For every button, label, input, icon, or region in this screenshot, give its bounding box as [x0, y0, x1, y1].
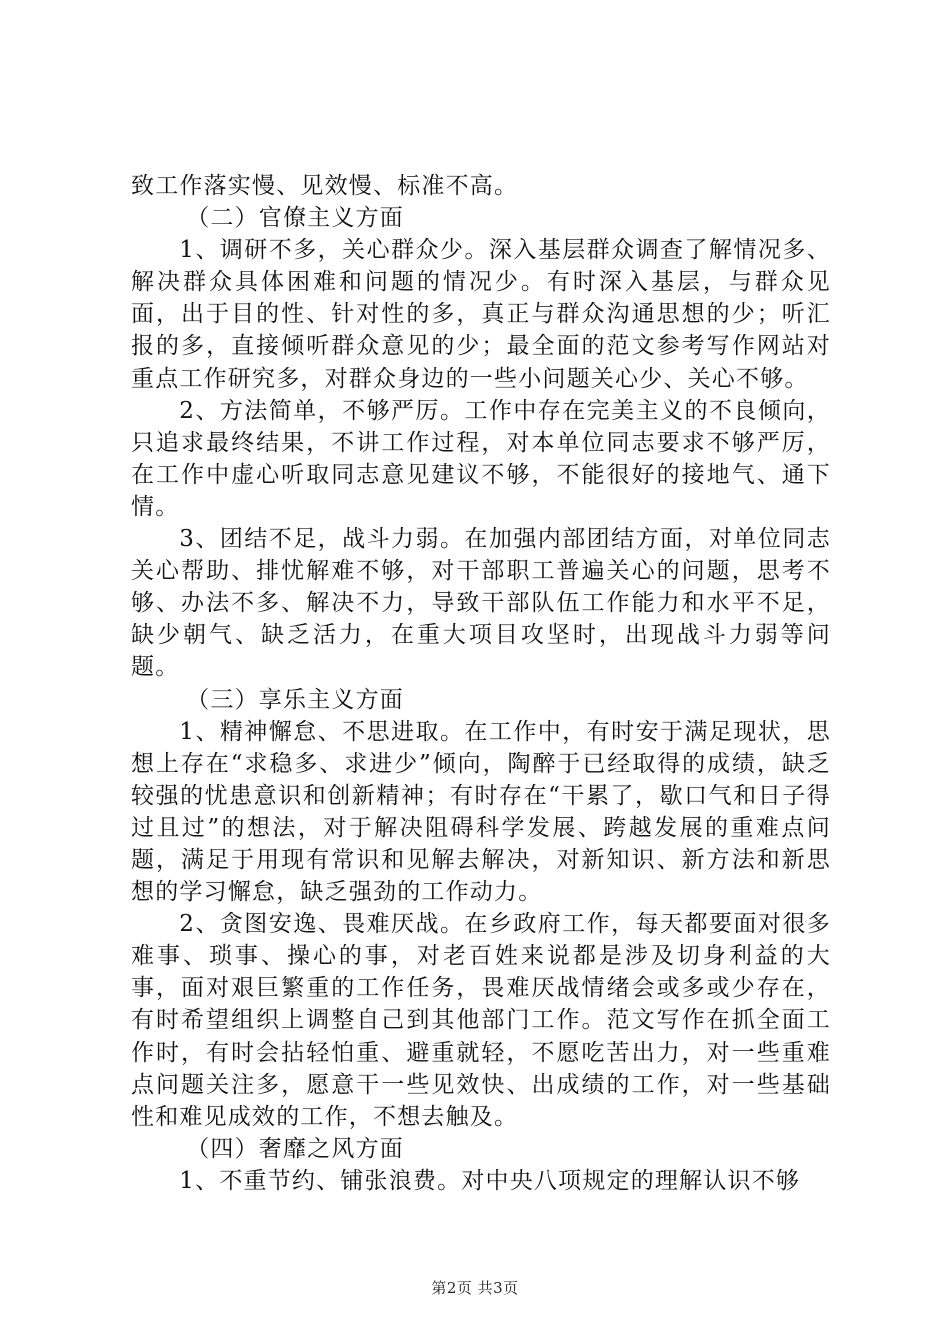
- paragraph-thrift: 1、不重节约、铺张浪费。对中央八项规定的理解认识不够: [179, 1167, 801, 1194]
- paragraph-spirit: 1、精神懈怠、不思进取。在工作中，有时安于满足现状，思想上存在“求稳多、求进少”倾向，陶醉于已经取得的成绩，缺乏较强的忧患意识和创新精神；有时存在“干累了，歇口气和日子得过且过”的想法，对于解决阻碍科学发展、跨越发展的重难点问题，满足于用现有常识和见解去解决，对新知识、新方法和新思想的学习懈怠，缺乏强劲的工作动力。: [131, 718, 831, 906]
- paragraph-comfort: 2、贪图安逸、畏难厌战。在乡政府工作，每天都要面对很多难事、琐事、操心的事，对老百姓来说都是涉及切身利益的大事，面对艰巨繁重的工作任务，畏难厌战情绪会或多或少存在，有时希望组织上调整自己到其他部门工作。范文写作在抓全面工作时，有时会拈轻怕重、避重就轻，不愿吃苦出力，对一些重难点问题关注多，愿意干一些见效快、出成绩的工作，对一些基础性和难见成效的工作，不想去触及。: [131, 911, 831, 1130]
- page-footer: 第2页 共3页: [431, 1279, 519, 1297]
- section-heading-bureaucratism: （二）官僚主义方面: [186, 205, 404, 232]
- section-heading-hedonism: （三）享乐主义方面: [186, 686, 404, 713]
- document-body: [131, 170, 831, 1197]
- paragraph-research: 1、调研不多，关心群众少。深入基层群众调查了解情况多、解决群众具体困难和问题的情况少。有时深入基层，与群众见面，出于目的性、针对性的多，真正与群众沟通思想的少；听汇报的多，直接倾听群众意见的少；最全面的范文参考写作网站对重点工作研究多，对群众身边的一些小问题关心少、关心不够。: [131, 237, 831, 392]
- paragraph-continuation: 致工作落实慢、见效慢、标准不高。: [131, 173, 519, 199]
- paragraph-unity: 3、团结不足，战斗力弱。在加强内部团结方面，对单位同志关心帮助、排忧解难不够，对干部职工普遍关心的问题，思考不够、办法不多、解决不力，导致干部队伍工作能力和水平不足，缺少朝气、缺乏活力，在重大项目攻坚时，出现战斗力弱等问题。: [131, 526, 831, 681]
- paragraph-methods: 2、方法简单，不够严厉。工作中存在完美主义的不良倾向，只追求最终结果，不讲工作过程，对本单位同志要求不够严厉，在工作中虚心听取同志意见建议不够，不能很好的接地气、通下情。: [131, 397, 831, 520]
- section-heading-extravagance: （四）奢靡之风方面: [186, 1135, 404, 1162]
